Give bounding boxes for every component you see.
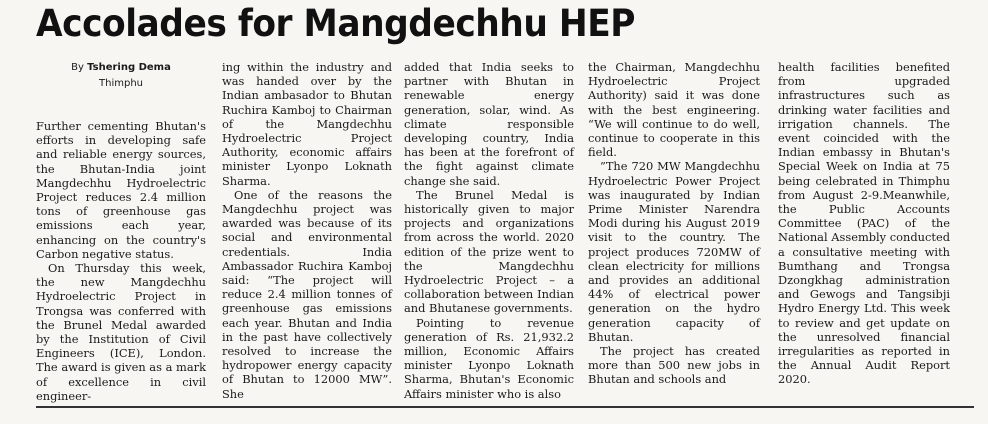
paragraph: Pointing to revenue generation of Rs. 21,932.2 million, Economic Affairs minister Lyonpo Loknath Sharma, Bhutan's Economic Affairs minister who is also bbox=[404, 315, 574, 401]
paragraph: ing within the industry and was handed over by the Indian ambasador to Bhutan Ruchira Kamboj to Chairman of the Mangdechhu Hydroelectric Project Authority, economic affairs minister Lyonpo Loknath Sharma. bbox=[222, 60, 392, 188]
byline-prefix: By bbox=[71, 62, 88, 73]
paragraph: ”The 720 MW Mangdechhu Hydroelectric Power Project was inaugurated by Indian Prime Minister Narendra Modi during his August 2019 visit to the country. The project produces 720MW of clean electricity for millions and provides an additional 44% of electrical power generation on the hydro generation capacity of Bhutan. bbox=[588, 159, 760, 344]
article-column-5 bbox=[778, 60, 950, 387]
paragraph: The project has created more than 500 new jobs in Bhutan and schools and bbox=[588, 344, 760, 387]
byline-location: Thimphu bbox=[99, 78, 143, 89]
paragraph: the Chairman, Mangdechhu Hydroelectric Project Authority) said it was done with the best engineering. “We will continue to do well, continue to cooperate in this field. bbox=[588, 60, 760, 160]
paragraph: The Brunel Medal is historically given to major projects and organizations from across the world. 2020 edition of the prize went to the Mangdechhu Hydroelectric Project – a collaboration between Indian and Bhutanese governments. bbox=[404, 187, 574, 316]
paragraph: One of the reasons the Mangdechhu project was awarded was because of its social and environmental credentials. India Ambassador Ruchira Kamboj said: “The project will reduce 2.4 million tonnes of greenhouse gas emissions each year. Bhutan and India in the past have collectively resolved to increase the hydropower energy capacity of Bhutan to 12000 MW”. She bbox=[222, 187, 392, 401]
byline-author: Tshering Dema bbox=[87, 62, 171, 73]
byline bbox=[36, 60, 206, 92]
article-column-4 bbox=[588, 60, 760, 387]
article-column-3 bbox=[404, 60, 574, 401]
headline: Accolades for Mangdechhu HEP bbox=[36, 2, 636, 45]
article-column-1 bbox=[36, 119, 206, 403]
paragraph: On Thursday this week, the new Mangdechhu Hydroelectric Project in Trongsa was conferred with the Brunel Medal awarded by the Institution of Civil Engineers (ICE), London. The award is given as a mark of excellence in civil engineer- bbox=[36, 261, 206, 403]
paragraph: Further cementing Bhutan's efforts in developing safe and reliable energy sources, the Bhutan-India joint Mangdechhu Hydroelectric Project reduces 2.4 million tons of greenhouse gas emissions each year, enhancing on the country's Carbon negative status. bbox=[36, 119, 206, 261]
article-column-2 bbox=[222, 60, 392, 401]
paragraph: added that India seeks to partner with Bhutan in renewable energy generation, solar, wind. As climate responsible developing country, India has been at the forefront of the fight against climate change she said. bbox=[404, 60, 574, 188]
paragraph: health facilities benefited from upgraded infrastructures such as drinking water facilities and irrigation channels. The event coincided with the Indian embassy in Bhutan's Special Week on India at 75 being celebrated in Thimphu from August 2-9.Meanwhile, the Public Accounts Committee (PAC) of the National Assembly conducted a consultative meeting with Bumthang and Trongsa Dzongkhag administration and Gewogs and Tangsibji Hydro Energy Ltd. This week to review and get update on the unresolved financial irregularities as reported in the Annual Audit Report 2020. bbox=[778, 60, 950, 387]
bottom-rule bbox=[36, 406, 974, 408]
